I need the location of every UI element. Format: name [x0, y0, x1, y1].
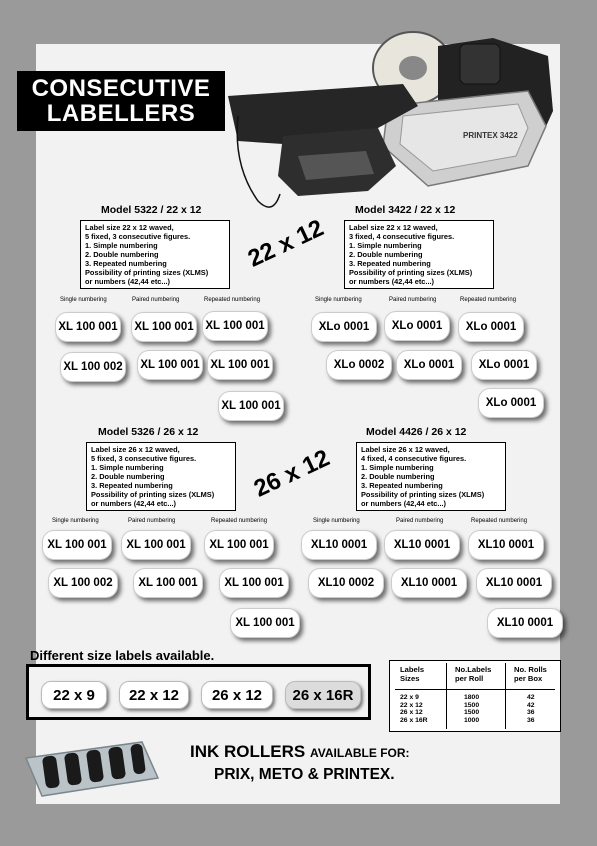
model-4426-spec	[356, 442, 506, 511]
labeller-gun-image	[228, 16, 568, 216]
label-sample: XL10 0002	[308, 568, 384, 598]
label-sample: XL10 0001	[468, 530, 544, 560]
label-sample: XLo 0001	[478, 388, 544, 418]
label-sample: XL10 0001	[301, 530, 377, 560]
label-sample: XLo 0002	[326, 350, 392, 380]
label-sample: XL 100 002	[60, 352, 126, 382]
model-5322-heading: Model 5322 / 22 x 12	[101, 204, 202, 216]
label-sample: XL 100 001	[230, 608, 300, 638]
size-banner-22x12: 22 x 12	[243, 214, 328, 273]
model-5326-spec	[86, 442, 236, 511]
table-column-per-roll	[464, 694, 479, 724]
spec-line: Possibility of printing sizes (XLMS)	[85, 268, 209, 277]
label-sample: XLo 0001	[311, 312, 377, 342]
spec-line: 2. Double numbering	[91, 472, 165, 481]
column-header-single: Single numbering	[60, 297, 107, 303]
size-chips-box	[26, 664, 371, 720]
spec-line: or numbers (42,44 etc...)	[91, 499, 177, 508]
table-header-line: No.Labels	[455, 665, 492, 674]
label-sample: XL 100 001	[137, 350, 203, 380]
label-sample: XL 100 001	[219, 568, 289, 598]
label-sample: XLo 0001	[384, 311, 450, 341]
spec-line: 3. Repeated numbering	[361, 481, 443, 490]
label-sample: XL 100 001	[121, 530, 191, 560]
spec-line: 3. Repeated numbering	[91, 481, 173, 490]
label-sample: XLo 0001	[471, 350, 537, 380]
table-cell: 22 x 12	[400, 701, 423, 709]
spec-line: Possibility of printing sizes (XLMS)	[91, 490, 215, 499]
title-line-1: CONSECUTIVE	[31, 75, 211, 102]
table-cell: 1000	[464, 716, 480, 724]
label-sample: XL 100 001	[131, 312, 197, 342]
table-header-per-box	[514, 665, 547, 683]
table-cell: 1500	[464, 701, 480, 709]
column-header-paired: Paired numbering	[132, 297, 180, 303]
label-sample: XLo 0001	[396, 350, 462, 380]
table-cell: 1500	[464, 709, 480, 717]
table-header-line: per Roll	[455, 674, 484, 683]
table-header-line: Sizes	[400, 674, 420, 683]
table-cell: 36	[527, 716, 535, 724]
table-header-labels-sizes	[400, 665, 424, 683]
size-chip: 26 x 16R	[285, 681, 361, 709]
spec-line: 2. Double numbering	[85, 250, 159, 259]
label-sample: XL10 0001	[391, 568, 467, 598]
label-sample: XL 100 001	[218, 391, 284, 421]
label-sample: XL 100 001	[42, 530, 112, 560]
page-title	[17, 71, 225, 131]
model-3422-spec	[344, 220, 494, 289]
spec-line: 2. Double numbering	[349, 250, 423, 259]
spec-line: Possibility of printing sizes (XLMS)	[361, 490, 485, 499]
column-header-repeated: Repeated numbering	[471, 518, 528, 524]
ink-rollers-image	[22, 738, 162, 800]
column-header-paired: Paired numbering	[396, 518, 444, 524]
spec-line: or numbers (42,44 etc...)	[349, 277, 435, 286]
size-banner-26x12: 26 x 12	[249, 444, 334, 503]
spec-line: 5 fixed, 3 consecutive figures.	[91, 454, 197, 463]
size-chip: 22 x 9	[41, 681, 107, 709]
table-cell: 36	[527, 709, 535, 717]
column-header-repeated: Repeated numbering	[204, 297, 261, 303]
column-header-paired: Paired numbering	[389, 297, 437, 303]
spec-line: 3 fixed, 4 consecutive figures.	[349, 232, 455, 241]
label-sample: XLo 0001	[458, 312, 524, 342]
spec-line: Label size 22 x 12 waved,	[349, 223, 438, 232]
spec-line: Label size 22 x 12 waved,	[85, 223, 174, 232]
table-header-line: No. Rolls	[514, 665, 547, 674]
model-4426-heading: Model 4426 / 26 x 12	[366, 426, 467, 438]
model-5326-heading: Model 5326 / 26 x 12	[98, 426, 199, 438]
spec-line: 1. Simple numbering	[361, 463, 434, 472]
column-header-repeated: Repeated numbering	[460, 297, 517, 303]
label-sample: XL10 0001	[384, 530, 460, 560]
spec-line: 1. Simple numbering	[85, 241, 158, 250]
column-header-single: Single numbering	[315, 297, 362, 303]
column-header-single: Single numbering	[52, 518, 99, 524]
model-5322-spec	[80, 220, 230, 289]
spec-line: Possibility of printing sizes (XLMS)	[349, 268, 473, 277]
ink-rollers-heading	[190, 742, 410, 762]
table-cell: 42	[527, 701, 535, 709]
label-sample: XL 100 001	[133, 568, 203, 598]
label-sample: XL 100 001	[204, 530, 274, 560]
label-sample: XL10 0001	[476, 568, 552, 598]
column-header-single: Single numbering	[313, 518, 360, 524]
spec-line: 1. Simple numbering	[91, 463, 164, 472]
spec-line: 3. Repeated numbering	[85, 259, 167, 268]
size-chip: 26 x 12	[201, 681, 273, 709]
label-sample: XL 100 001	[202, 311, 268, 341]
title-line-2: LABELLERS	[46, 100, 196, 127]
table-cell: 1800	[464, 694, 480, 701]
column-header-paired: Paired numbering	[128, 518, 176, 524]
spec-line: 2. Double numbering	[361, 472, 435, 481]
column-header-repeated: Repeated numbering	[211, 518, 268, 524]
table-header-line: Labels	[400, 665, 425, 674]
table-column-sizes	[400, 694, 428, 724]
spec-line: 5 fixed, 3 consecutive figures.	[85, 232, 191, 241]
spec-line: or numbers (42,44 etc...)	[85, 277, 171, 286]
gun-brand-text: PRINTEX 3422	[463, 131, 518, 140]
ink-rollers-big: INK ROLLERS	[190, 742, 306, 761]
table-cell: 42	[527, 694, 535, 701]
table-header-per-roll	[455, 665, 491, 683]
label-sample: XL 100 001	[207, 350, 273, 380]
table-cell: 26 x 12	[400, 709, 423, 717]
spec-line: Label size 26 x 12 waved,	[361, 445, 450, 454]
label-sample: XL 100 002	[48, 568, 118, 598]
ink-rollers-brands: PRIX, METO & PRINTEX.	[214, 766, 395, 783]
table-cell: 26 x 16R	[400, 716, 428, 724]
spec-line: 4 fixed, 4 consecutive figures.	[361, 454, 467, 463]
label-sample: XL10 0001	[487, 608, 563, 638]
spec-line: 1. Simple numbering	[349, 241, 422, 250]
spec-line: 3. Repeated numbering	[349, 259, 431, 268]
ink-rollers-small: AVAILABLE FOR:	[309, 746, 410, 760]
spec-line: Label size 26 x 12 waved,	[91, 445, 180, 454]
label-sample: XL 100 001	[55, 312, 121, 342]
size-chip: 22 x 12	[119, 681, 189, 709]
model-3422-heading: Model 3422 / 22 x 12	[355, 204, 456, 216]
table-column-per-box	[527, 694, 535, 724]
table-header-line: per Box	[514, 674, 543, 683]
different-sizes-heading: Different size labels available.	[30, 648, 215, 663]
labels-table	[389, 660, 561, 732]
spec-line: or numbers (42,44 etc...)	[361, 499, 447, 508]
table-cell: 22 x 9	[400, 694, 419, 701]
